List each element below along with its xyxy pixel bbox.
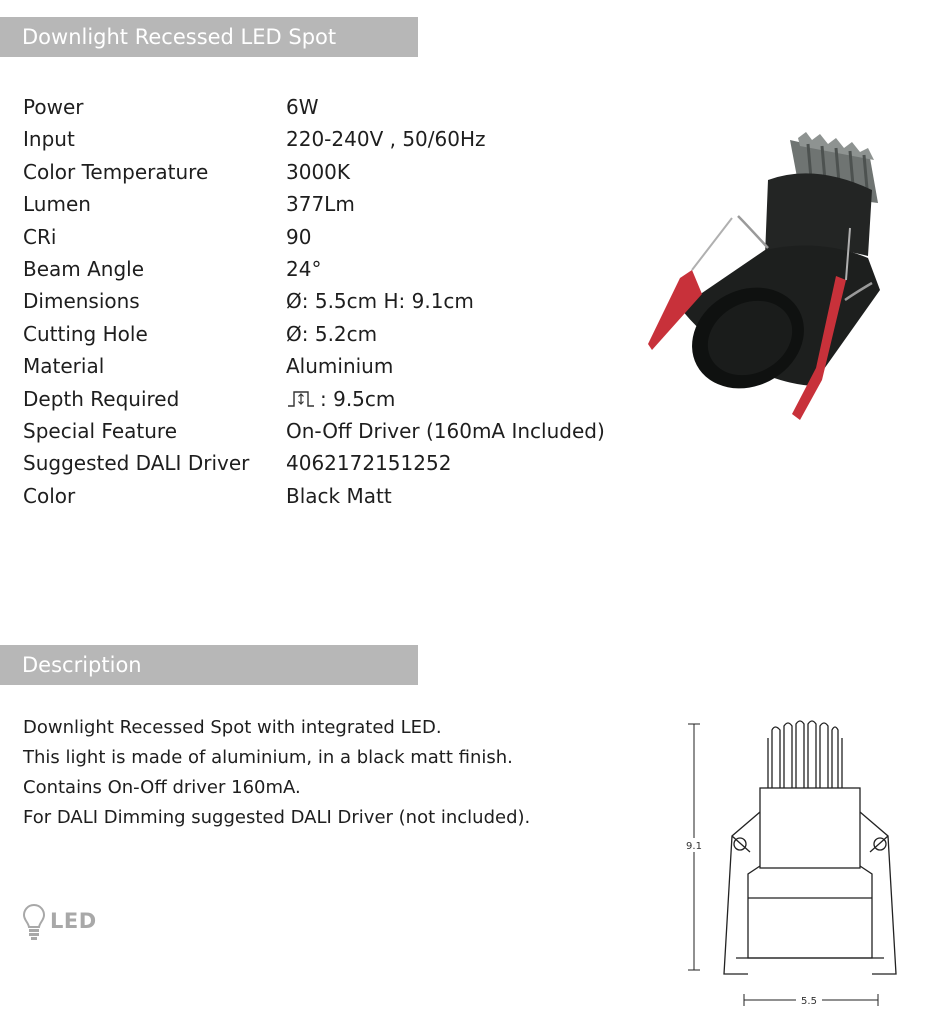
- height-dimension-label: 9.1: [686, 841, 702, 852]
- spec-label: Suggested DALI Driver: [23, 451, 250, 476]
- spec-value: 90: [286, 224, 312, 249]
- description-text: [23, 713, 663, 833]
- spec-table: [23, 91, 663, 512]
- spec-value: Black Matt: [286, 483, 392, 508]
- description-section-title: Description: [22, 653, 142, 677]
- spec-value: 4062172151252: [286, 451, 452, 476]
- spec-row-dimensions: [23, 285, 663, 317]
- description-line: Downlight Recessed Spot with integrated LED.: [23, 717, 442, 738]
- spec-row-beam-angle: [23, 253, 663, 285]
- spec-section-title: Downlight Recessed LED Spot: [22, 25, 337, 49]
- spec-row-input: [23, 123, 663, 155]
- recess-depth-icon: [286, 389, 318, 409]
- body-upper: [765, 173, 872, 256]
- spec-label: Power: [23, 95, 84, 119]
- spec-label: Dimensions: [23, 289, 140, 314]
- spec-value: 6W: [286, 95, 319, 119]
- spec-value: 377Lm: [286, 192, 355, 217]
- spec-label: Color Temperature: [23, 159, 209, 184]
- spec-label: Input: [23, 127, 75, 152]
- led-badge: [22, 903, 97, 943]
- spec-row-material: [23, 350, 663, 382]
- spec-row-suggested-dali-driver: [23, 447, 663, 479]
- spec-value: Ø: 5.2cm: [286, 321, 378, 346]
- spec-label: Special Feature: [23, 418, 177, 443]
- spec-row-depth-required: [23, 383, 663, 415]
- description-line: For DALI Dimming suggested DALI Driver (not included).: [23, 807, 531, 828]
- depth-value-text: : 9.5cm: [320, 386, 396, 411]
- bulb-icon: [22, 903, 46, 943]
- spec-value: 3000K: [286, 159, 351, 184]
- spec-row-color: [23, 480, 663, 512]
- product-photo: [640, 118, 890, 428]
- spec-row-color-temperature: [23, 156, 663, 188]
- spec-row-lumen: [23, 188, 663, 220]
- spec-label: Material: [23, 354, 105, 379]
- spec-label: Depth Required: [23, 386, 180, 411]
- spec-value: Ø: 5.5cm H: 9.1cm: [286, 289, 474, 314]
- spec-row-power: [23, 91, 663, 123]
- spec-label: Beam Angle: [23, 256, 145, 281]
- spec-row-special-feature: [23, 415, 663, 447]
- spec-value: Aluminium: [286, 354, 394, 379]
- description-line: This light is made of aluminium, in a black matt finish.: [23, 747, 513, 768]
- spec-label: Lumen: [23, 192, 91, 217]
- spec-value: On-Off Driver (160mA Included): [286, 418, 605, 443]
- spec-row-cutting-hole: [23, 318, 663, 350]
- description-section-header: [0, 645, 418, 685]
- spec-value: 220-240V , 50/60Hz: [286, 127, 486, 152]
- description-line: Contains On-Off driver 160mA.: [23, 777, 301, 798]
- spec-value: [286, 383, 395, 415]
- led-label: LED: [50, 909, 97, 933]
- width-dimension-label: 5.5: [801, 996, 817, 1007]
- spec-section-header: [0, 17, 418, 57]
- spec-label: Cutting Hole: [23, 321, 148, 346]
- spec-label: CRi: [23, 224, 57, 249]
- spec-value: 24°: [286, 256, 322, 281]
- spec-label: Color: [23, 483, 76, 508]
- dimension-drawing: [672, 716, 922, 1016]
- spec-row-cri: [23, 221, 663, 253]
